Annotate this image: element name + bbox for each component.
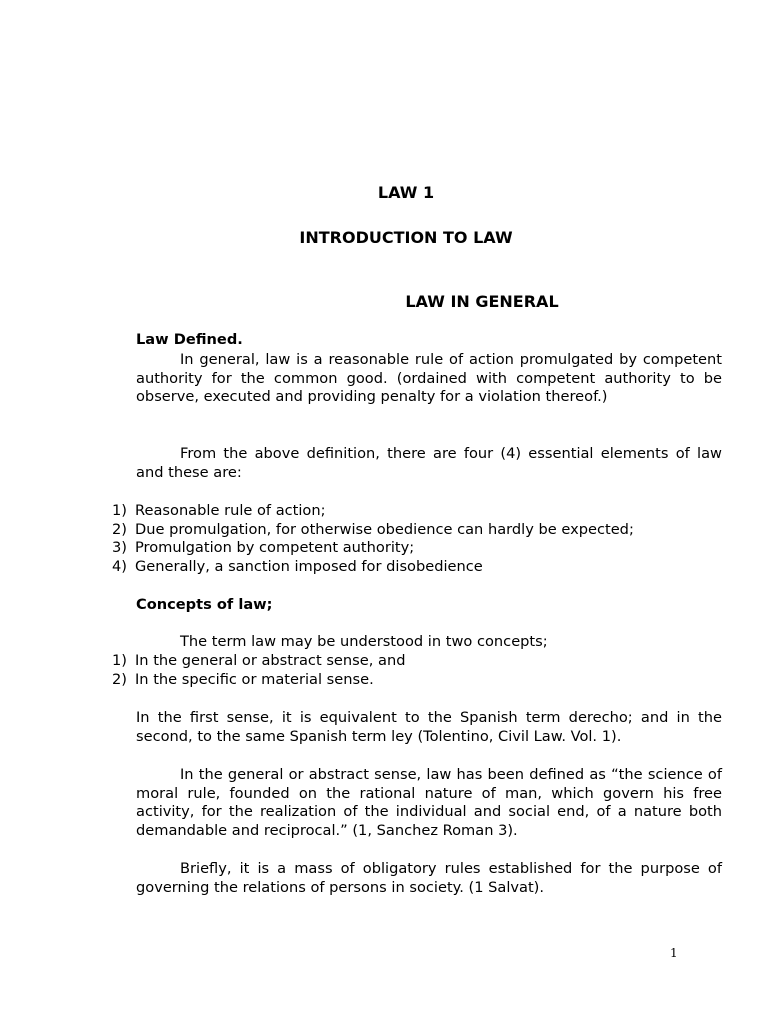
concepts-intro: The term law may be understood in two concepts; — [180, 633, 548, 650]
list-item: 2) In the specific or material sense. — [112, 670, 374, 688]
law-defined-heading: Law Defined. — [136, 331, 243, 348]
list-item: 4) Generally, a sanction imposed for disobedience — [112, 557, 483, 575]
page-number: 1 — [670, 946, 678, 960]
law-definition-paragraph: In general, law is a reasonable rule of action promulgated by competent authority for the common good. (ordained with competent authority to be observe, executed and providing penalty for a violation thereof.) — [136, 351, 722, 406]
essential-elements-list — [112, 502, 732, 576]
list-item: 1) In the general or abstract sense, and — [112, 652, 406, 669]
list-item: 2) Due promulgation, for otherwise obedience can hardly be expected; — [112, 520, 634, 538]
list-item: 3) Promulgation by competent authority; — [112, 539, 415, 557]
essential-elements-intro: From the above definition, there are four (4) essential elements of law and these are: — [136, 445, 722, 481]
list-item: 1) Reasonable rule of action; — [112, 502, 326, 519]
abstract-sense-paragraph: In the general or abstract sense, law has been defined as “the science of moral rule, founded on the rational nature of man, which govern his free activity, for the realization of the individual and social end, of a nature both demandable and reciprocal.” (1, Sanchez Roman 3). — [136, 766, 722, 839]
section-title: LAW IN GENERAL — [405, 292, 559, 311]
document-title: LAW 1 — [377, 183, 435, 202]
document-subtitle: INTRODUCTION TO LAW — [299, 228, 513, 247]
concepts-list — [112, 652, 732, 689]
first-sense-paragraph: In the first sense, it is equivalent to the Spanish term derecho; and in the second, to the same Spanish term ley (Tolentino, Civil Law. Vol. 1). — [136, 709, 722, 745]
concepts-heading: Concepts of law; — [136, 596, 273, 613]
briefly-paragraph: Briefly, it is a mass of obligatory rules established for the purpose of governing the relations of persons in society. (1 Salvat). — [136, 860, 722, 896]
